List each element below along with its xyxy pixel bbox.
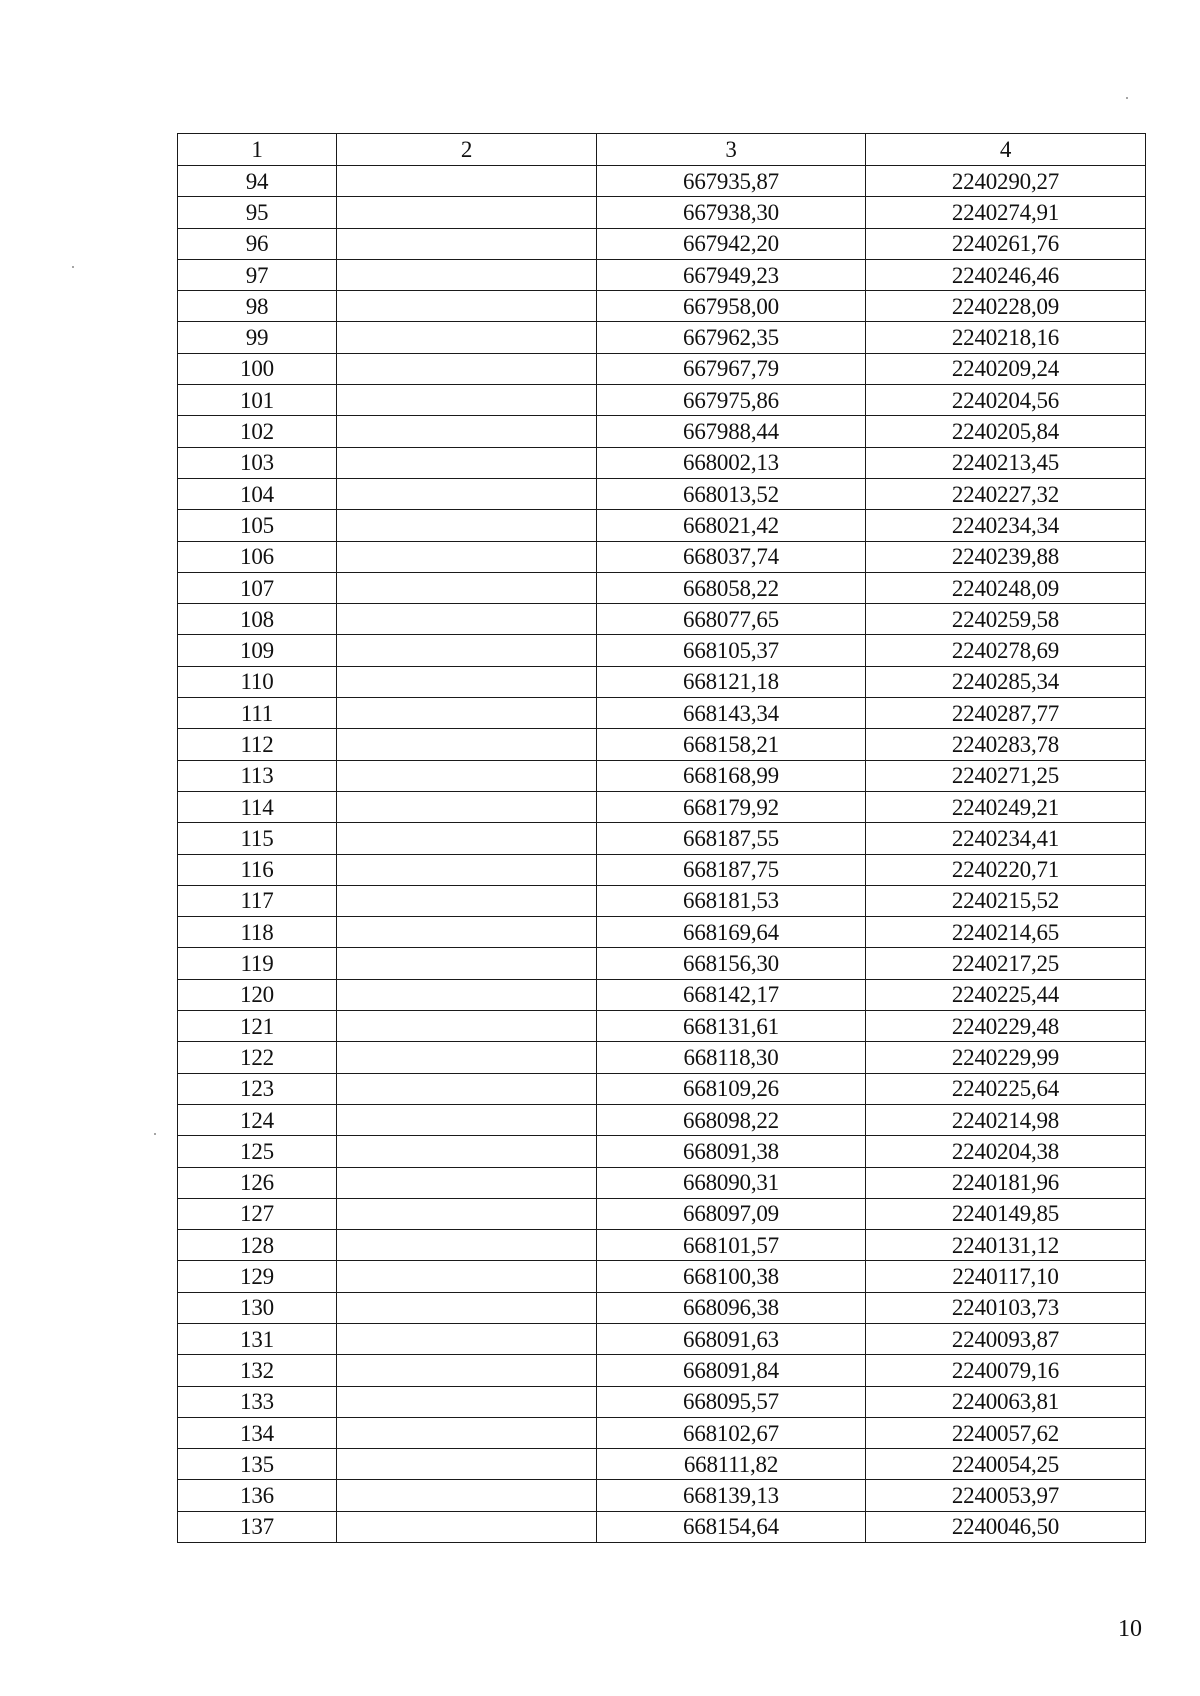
column-2-cell [337, 1104, 597, 1135]
scan-speck [154, 1133, 156, 1135]
column-2-cell [337, 166, 597, 197]
table-row [178, 166, 1146, 197]
column-2-cell [337, 1230, 597, 1261]
column-2-cell [337, 1480, 597, 1511]
y-coordinate-cell: 2240229,99 [866, 1042, 1146, 1073]
y-coordinate-cell: 2240225,44 [866, 979, 1146, 1010]
table-row [178, 322, 1146, 353]
table-row [178, 635, 1146, 666]
y-coordinate-cell: 2240225,64 [866, 1073, 1146, 1104]
table-row [178, 1323, 1146, 1354]
x-coordinate-cell: 667935,87 [597, 166, 866, 197]
point-number-cell: 117 [178, 885, 337, 916]
point-number-cell: 106 [178, 541, 337, 572]
table-row [178, 1042, 1146, 1073]
table-row [178, 1480, 1146, 1511]
column-2-cell [337, 1042, 597, 1073]
point-number-cell: 107 [178, 572, 337, 603]
x-coordinate-cell: 668105,37 [597, 635, 866, 666]
point-number-cell: 102 [178, 416, 337, 447]
table-row [178, 1261, 1146, 1292]
point-number-cell: 131 [178, 1323, 337, 1354]
point-number-cell: 124 [178, 1104, 337, 1135]
x-coordinate-cell: 668121,18 [597, 666, 866, 697]
y-coordinate-cell: 2240093,87 [866, 1323, 1146, 1354]
y-coordinate-cell: 2240278,69 [866, 635, 1146, 666]
point-number-cell: 132 [178, 1355, 337, 1386]
y-coordinate-cell: 2240046,50 [866, 1511, 1146, 1542]
y-coordinate-cell: 2240248,09 [866, 572, 1146, 603]
x-coordinate-cell: 667938,30 [597, 197, 866, 228]
point-number-cell: 94 [178, 166, 337, 197]
scan-speck [1126, 97, 1128, 99]
table-row [178, 1198, 1146, 1229]
y-coordinate-cell: 2240117,10 [866, 1261, 1146, 1292]
column-2-cell [337, 1449, 597, 1480]
x-coordinate-cell: 668077,65 [597, 604, 866, 635]
table-row [178, 1355, 1146, 1386]
y-coordinate-cell: 2240131,12 [866, 1230, 1146, 1261]
table-row [178, 510, 1146, 541]
table-row [178, 197, 1146, 228]
y-coordinate-cell: 2240285,34 [866, 666, 1146, 697]
column-2-cell [337, 635, 597, 666]
point-number-cell: 96 [178, 228, 337, 259]
column-2-cell [337, 1198, 597, 1229]
x-coordinate-cell: 668058,22 [597, 572, 866, 603]
scan-speck [72, 266, 74, 268]
point-number-cell: 128 [178, 1230, 337, 1261]
column-2-cell [337, 791, 597, 822]
column-2-cell [337, 1292, 597, 1323]
y-coordinate-cell: 2240214,65 [866, 917, 1146, 948]
y-coordinate-cell: 2240234,41 [866, 823, 1146, 854]
point-number-cell: 95 [178, 197, 337, 228]
point-number-cell: 103 [178, 447, 337, 478]
y-coordinate-cell: 2240053,97 [866, 1480, 1146, 1511]
x-coordinate-cell: 668101,57 [597, 1230, 866, 1261]
point-number-cell: 136 [178, 1480, 337, 1511]
y-coordinate-cell: 2240204,38 [866, 1136, 1146, 1167]
x-coordinate-cell: 668109,26 [597, 1073, 866, 1104]
x-coordinate-cell: 667949,23 [597, 259, 866, 290]
x-coordinate-cell: 668002,13 [597, 447, 866, 478]
column-2-cell [337, 729, 597, 760]
y-coordinate-cell: 2240209,24 [866, 353, 1146, 384]
y-coordinate-cell: 2240057,62 [866, 1417, 1146, 1448]
x-coordinate-cell: 668181,53 [597, 885, 866, 916]
y-coordinate-cell: 2240214,98 [866, 1104, 1146, 1135]
column-2-cell [337, 1355, 597, 1386]
table-row [178, 823, 1146, 854]
table-header-row [178, 134, 1146, 166]
x-coordinate-cell: 668168,99 [597, 760, 866, 791]
x-coordinate-cell: 668111,82 [597, 1449, 866, 1480]
table-row [178, 416, 1146, 447]
y-coordinate-cell: 2240205,84 [866, 416, 1146, 447]
x-coordinate-cell: 668100,38 [597, 1261, 866, 1292]
column-2-cell [337, 259, 597, 290]
table-row [178, 698, 1146, 729]
column-2-cell [337, 1386, 597, 1417]
column-2-cell [337, 541, 597, 572]
point-number-cell: 123 [178, 1073, 337, 1104]
x-coordinate-cell: 668091,63 [597, 1323, 866, 1354]
y-coordinate-cell: 2240227,32 [866, 478, 1146, 509]
y-coordinate-cell: 2240218,16 [866, 322, 1146, 353]
point-number-cell: 105 [178, 510, 337, 541]
x-coordinate-cell: 667967,79 [597, 353, 866, 384]
header-cell-2: 2 [337, 134, 597, 166]
x-coordinate-cell: 668091,38 [597, 1136, 866, 1167]
column-2-cell [337, 510, 597, 541]
column-2-cell [337, 1417, 597, 1448]
y-coordinate-cell: 2240217,25 [866, 948, 1146, 979]
y-coordinate-cell: 2240220,71 [866, 854, 1146, 885]
point-number-cell: 109 [178, 635, 337, 666]
table-row [178, 885, 1146, 916]
point-number-cell: 121 [178, 1011, 337, 1042]
column-2-cell [337, 885, 597, 916]
x-coordinate-cell: 668091,84 [597, 1355, 866, 1386]
point-number-cell: 100 [178, 353, 337, 384]
x-coordinate-cell: 668143,34 [597, 698, 866, 729]
x-coordinate-cell: 668013,52 [597, 478, 866, 509]
table-row [178, 447, 1146, 478]
table-row [178, 1292, 1146, 1323]
table-row [178, 1449, 1146, 1480]
point-number-cell: 135 [178, 1449, 337, 1480]
column-2-cell [337, 291, 597, 322]
x-coordinate-cell: 668021,42 [597, 510, 866, 541]
table-row [178, 478, 1146, 509]
y-coordinate-cell: 2240274,91 [866, 197, 1146, 228]
column-2-cell [337, 1323, 597, 1354]
y-coordinate-cell: 2240181,96 [866, 1167, 1146, 1198]
y-coordinate-cell: 2240246,46 [866, 259, 1146, 290]
x-coordinate-cell: 668098,22 [597, 1104, 866, 1135]
table-row [178, 228, 1146, 259]
x-coordinate-cell: 668102,67 [597, 1417, 866, 1448]
y-coordinate-cell: 2240054,25 [866, 1449, 1146, 1480]
table-row [178, 791, 1146, 822]
column-2-cell [337, 1011, 597, 1042]
point-number-cell: 129 [178, 1261, 337, 1292]
x-coordinate-cell: 668142,17 [597, 979, 866, 1010]
y-coordinate-cell: 2240229,48 [866, 1011, 1146, 1042]
y-coordinate-cell: 2240079,16 [866, 1355, 1146, 1386]
y-coordinate-cell: 2240228,09 [866, 291, 1146, 322]
y-coordinate-cell: 2240204,56 [866, 385, 1146, 416]
point-number-cell: 133 [178, 1386, 337, 1417]
x-coordinate-cell: 668118,30 [597, 1042, 866, 1073]
table-row [178, 917, 1146, 948]
point-number-cell: 125 [178, 1136, 337, 1167]
y-coordinate-cell: 2240261,76 [866, 228, 1146, 259]
point-number-cell: 108 [178, 604, 337, 635]
x-coordinate-cell: 668156,30 [597, 948, 866, 979]
y-coordinate-cell: 2240103,73 [866, 1292, 1146, 1323]
x-coordinate-cell: 668097,09 [597, 1198, 866, 1229]
y-coordinate-cell: 2240249,21 [866, 791, 1146, 822]
column-2-cell [337, 478, 597, 509]
point-number-cell: 110 [178, 666, 337, 697]
table-row [178, 729, 1146, 760]
point-number-cell: 137 [178, 1511, 337, 1542]
column-2-cell [337, 948, 597, 979]
column-2-cell [337, 572, 597, 603]
point-number-cell: 97 [178, 259, 337, 290]
x-coordinate-cell: 668095,57 [597, 1386, 866, 1417]
x-coordinate-cell: 668131,61 [597, 1011, 866, 1042]
column-2-cell [337, 416, 597, 447]
point-number-cell: 111 [178, 698, 337, 729]
y-coordinate-cell: 2240287,77 [866, 698, 1146, 729]
y-coordinate-cell: 2240259,58 [866, 604, 1146, 635]
x-coordinate-cell: 668096,38 [597, 1292, 866, 1323]
table-row [178, 1230, 1146, 1261]
point-number-cell: 116 [178, 854, 337, 885]
y-coordinate-cell: 2240063,81 [866, 1386, 1146, 1417]
table-row [178, 572, 1146, 603]
point-number-cell: 115 [178, 823, 337, 854]
x-coordinate-cell: 668139,13 [597, 1480, 866, 1511]
x-coordinate-cell: 668179,92 [597, 791, 866, 822]
table-row [178, 1011, 1146, 1042]
table-row [178, 760, 1146, 791]
x-coordinate-cell: 667988,44 [597, 416, 866, 447]
x-coordinate-cell: 668154,64 [597, 1511, 866, 1542]
column-2-cell [337, 385, 597, 416]
point-number-cell: 119 [178, 948, 337, 979]
column-2-cell [337, 604, 597, 635]
column-2-cell [337, 322, 597, 353]
table-row [178, 854, 1146, 885]
x-coordinate-cell: 668090,31 [597, 1167, 866, 1198]
x-coordinate-cell: 667942,20 [597, 228, 866, 259]
y-coordinate-cell: 2240215,52 [866, 885, 1146, 916]
column-2-cell [337, 666, 597, 697]
x-coordinate-cell: 668158,21 [597, 729, 866, 760]
y-coordinate-cell: 2240213,45 [866, 447, 1146, 478]
y-coordinate-cell: 2240290,27 [866, 166, 1146, 197]
point-number-cell: 118 [178, 917, 337, 948]
point-number-cell: 120 [178, 979, 337, 1010]
point-number-cell: 122 [178, 1042, 337, 1073]
column-2-cell [337, 823, 597, 854]
table-row [178, 1136, 1146, 1167]
column-2-cell [337, 1511, 597, 1542]
table-row [178, 385, 1146, 416]
table-row [178, 604, 1146, 635]
y-coordinate-cell: 2240239,88 [866, 541, 1146, 572]
y-coordinate-cell: 2240271,25 [866, 760, 1146, 791]
x-coordinate-cell: 668169,64 [597, 917, 866, 948]
column-2-cell [337, 760, 597, 791]
header-cell-y-coordinate: 4 [866, 134, 1146, 166]
column-2-cell [337, 1136, 597, 1167]
column-2-cell [337, 228, 597, 259]
point-number-cell: 126 [178, 1167, 337, 1198]
table-row [178, 1073, 1146, 1104]
point-number-cell: 112 [178, 729, 337, 760]
table-row [178, 948, 1146, 979]
x-coordinate-cell: 668037,74 [597, 541, 866, 572]
table-row [178, 259, 1146, 290]
x-coordinate-cell: 667958,00 [597, 291, 866, 322]
column-2-cell [337, 1073, 597, 1104]
x-coordinate-cell: 667962,35 [597, 322, 866, 353]
y-coordinate-cell: 2240234,34 [866, 510, 1146, 541]
header-cell-x-coordinate: 3 [597, 134, 866, 166]
table-row [178, 1417, 1146, 1448]
table-row [178, 291, 1146, 322]
point-number-cell: 99 [178, 322, 337, 353]
column-2-cell [337, 1261, 597, 1292]
table-row [178, 1511, 1146, 1542]
point-number-cell: 98 [178, 291, 337, 322]
page-number: 10 [1118, 1616, 1142, 1642]
point-number-cell: 113 [178, 760, 337, 791]
table-row [178, 979, 1146, 1010]
table-row [178, 353, 1146, 384]
table-row [178, 1386, 1146, 1417]
y-coordinate-cell: 2240149,85 [866, 1198, 1146, 1229]
table-row [178, 1167, 1146, 1198]
column-2-cell [337, 917, 597, 948]
x-coordinate-cell: 668187,55 [597, 823, 866, 854]
column-2-cell [337, 447, 597, 478]
header-cell-point-number: 1 [178, 134, 337, 166]
point-number-cell: 134 [178, 1417, 337, 1448]
point-number-cell: 130 [178, 1292, 337, 1323]
y-coordinate-cell: 2240283,78 [866, 729, 1146, 760]
point-number-cell: 127 [178, 1198, 337, 1229]
table-row [178, 541, 1146, 572]
column-2-cell [337, 1167, 597, 1198]
column-2-cell [337, 353, 597, 384]
point-number-cell: 101 [178, 385, 337, 416]
column-2-cell [337, 197, 597, 228]
table-row [178, 1104, 1146, 1135]
point-number-cell: 104 [178, 478, 337, 509]
x-coordinate-cell: 667975,86 [597, 385, 866, 416]
table-body [178, 134, 1146, 1543]
coordinates-table [177, 133, 1146, 1543]
table-row [178, 666, 1146, 697]
x-coordinate-cell: 668187,75 [597, 854, 866, 885]
column-2-cell [337, 698, 597, 729]
column-2-cell [337, 854, 597, 885]
point-number-cell: 114 [178, 791, 337, 822]
column-2-cell [337, 979, 597, 1010]
